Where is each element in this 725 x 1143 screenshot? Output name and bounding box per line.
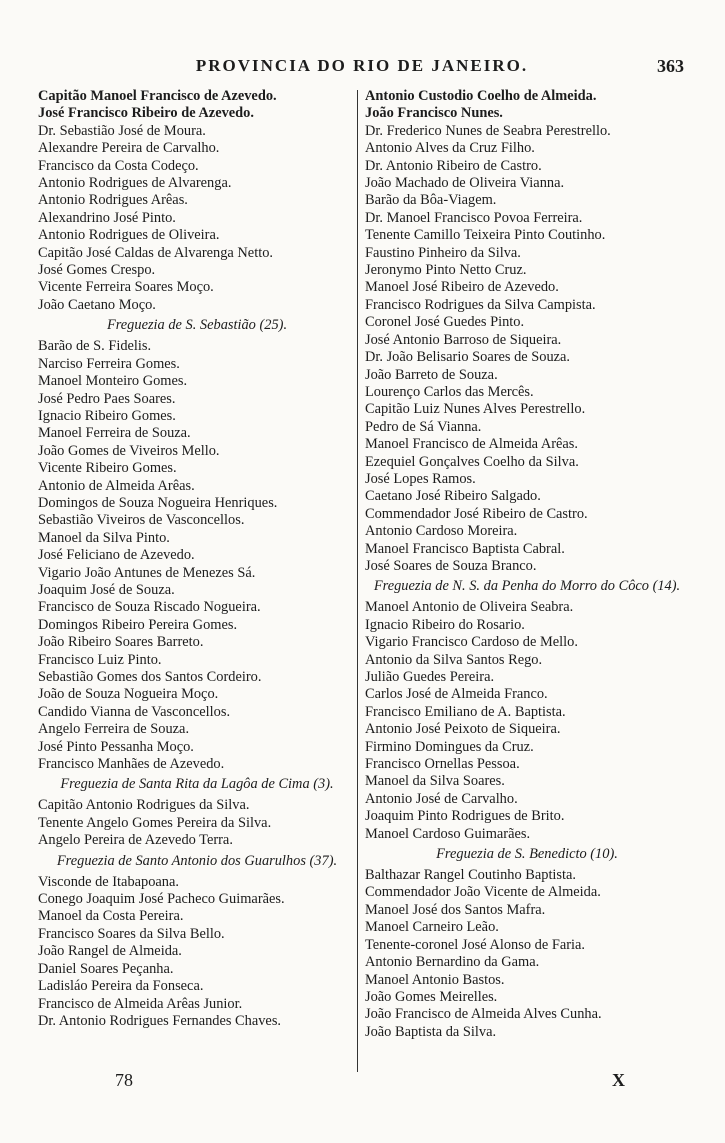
list-item: José Soares de Souza Branco.: [365, 557, 537, 574]
list-item: Dr. Antonio Rodrigues Fernandes Chaves.: [38, 1012, 282, 1029]
list-item: José Pinto Pessanha Moço.: [38, 738, 194, 755]
list-item: Angelo Pereira de Azevedo Terra.: [38, 832, 233, 849]
list-item: Ladisláo Pereira da Fonseca.: [38, 978, 204, 995]
column-divider: [357, 90, 358, 1072]
list-item: Vigario Francisco Cardoso de Mello.: [365, 634, 578, 651]
list-item: Dr. João Belisario Soares de Souza.: [365, 349, 571, 366]
parish-heading: Freguezia de N. S. da Penha do Morro do Côco (14).: [373, 578, 681, 595]
list-item: Antonio Cardoso Moreira.: [365, 523, 518, 540]
list-item: Antonio Custodio Coelho de Almeida.: [365, 88, 597, 104]
list-item: João Francisco Nunes.: [365, 105, 503, 122]
list-item: Capitão José Caldas de Alvarenga Netto.: [38, 244, 273, 261]
list-item: Manoel Carneiro Leão.: [365, 919, 499, 936]
list-item: José Pedro Paes Soares.: [38, 390, 176, 407]
list-item: Francisco Luiz Pinto.: [38, 651, 162, 668]
list-item: Carlos José de Almeida Franco.: [365, 686, 548, 703]
list-item: José Gomes Crespo.: [38, 262, 156, 279]
list-item: Capitão Luiz Nunes Alves Perestrello.: [365, 401, 586, 418]
list-item: Pedro de Sá Vianna.: [365, 418, 482, 435]
signature-mark: 78: [115, 1070, 133, 1090]
list-item: Alexandre Pereira de Carvalho.: [38, 140, 220, 157]
list-item: João Ribeiro Soares Barreto.: [38, 634, 204, 651]
list-item: Caetano José Ribeiro Salgado.: [365, 488, 541, 505]
name-list: [38, 88, 356, 314]
page-title: PROVINCIA DO RIO DE JANEIRO.: [195, 56, 529, 75]
list-item: João Gomes Meirelles.: [365, 988, 498, 1005]
list-item: Francisco da Costa Codeço.: [38, 157, 199, 174]
list-item: Antonio José de Carvalho.: [365, 790, 518, 807]
list-item: Vigario João Antunes de Menezes Sá.: [38, 564, 256, 581]
list-item: José Antonio Barroso de Siqueira.: [365, 331, 562, 348]
list-item: José Francisco Ribeiro de Azevedo.: [38, 105, 254, 122]
list-item: Sebastião Viveiros de Vasconcellos.: [38, 512, 245, 529]
list-item: Manoel Cardoso Guimarães.: [365, 825, 531, 842]
list-item: Ezequiel Gonçalves Coelho da Silva.: [365, 453, 579, 470]
list-item: Francisco Manhães de Azevedo.: [38, 756, 225, 773]
list-item: Joaquim José de Souza.: [38, 581, 175, 598]
list-item: Francisco Ornellas Pessoa.: [365, 756, 520, 773]
list-item: Capitão Antonio Rodrigues da Silva.: [38, 797, 250, 814]
parish-heading: Freguezia de S. Benedicto (10).: [436, 846, 618, 863]
list-item: Firmino Domingues da Cruz.: [365, 738, 534, 755]
list-item: Francisco de Souza Riscado Nogueira.: [38, 599, 261, 616]
list-item: Candido Vianna de Vasconcellos.: [38, 703, 231, 720]
list-item: Manoel da Silva Soares.: [365, 773, 505, 790]
list-item: Commendador João Vicente de Almeida.: [365, 884, 601, 901]
list-item: Domingos de Souza Nogueira Henriques.: [38, 494, 278, 511]
name-list: [365, 88, 689, 575]
list-item: Manoel Monteiro Gomes.: [38, 373, 188, 390]
list-item: Dr. Sebastião José de Moura.: [38, 122, 206, 139]
page-header: [40, 56, 684, 82]
list-item: Conego Joaquim José Pacheco Guimarães.: [38, 891, 285, 908]
list-item: Manoel da Silva Pinto.: [38, 529, 170, 546]
list-item: Francisco Emiliano de A. Baptista.: [365, 703, 566, 720]
list-item: Francisco de Almeida Arêas Junior.: [38, 995, 243, 1012]
list-item: Antonio Rodrigues de Oliveira.: [38, 227, 220, 244]
list-item: João Barreto de Souza.: [365, 366, 498, 383]
list-item: Barão da Bôa-Viagem.: [365, 192, 497, 209]
list-item: Manoel Francisco de Almeida Arêas.: [365, 436, 578, 453]
list-item: Antonio da Silva Santos Rego.: [365, 651, 543, 668]
list-item: Antonio Alves da Cruz Filho.: [365, 140, 535, 157]
list-item: Jeronymo Pinto Netto Cruz.: [365, 262, 527, 279]
list-item: Francisco Rodrigues da Silva Campista.: [365, 296, 596, 313]
list-item: João Gomes de Viveiros Mello.: [38, 442, 220, 459]
list-item: Tenente Angelo Gomes Pereira da Silva.: [38, 814, 272, 831]
name-list: [38, 874, 356, 1031]
list-item: Balthazar Rangel Coutinho Baptista.: [365, 867, 577, 884]
list-item: Antonio Bernardino da Gama.: [365, 954, 540, 971]
list-item: Antonio Rodrigues de Alvarenga.: [38, 175, 232, 192]
list-item: Ignacio Ribeiro Gomes.: [38, 407, 176, 424]
name-list: [38, 797, 356, 849]
list-item: Alexandrino José Pinto.: [38, 209, 176, 226]
list-item: Tenente Camillo Teixeira Pinto Coutinho.: [365, 227, 606, 244]
list-item: Manoel Antonio Bastos.: [365, 971, 505, 988]
list-item: Angelo Ferreira de Souza.: [38, 721, 190, 738]
list-item: Manoel José dos Santos Mafra.: [365, 901, 546, 918]
list-item: João Caetano Moço.: [38, 296, 156, 313]
list-item: Lourenço Carlos das Mercês.: [365, 383, 534, 400]
list-item: João Baptista da Silva.: [365, 1023, 497, 1040]
page-number: 363: [657, 56, 684, 76]
list-item: Vicente Ferreira Soares Moço.: [38, 279, 214, 296]
list-item: Antonio Rodrigues Arêas.: [38, 192, 188, 209]
parish-heading: Freguezia de S. Sebastião (25).: [106, 317, 288, 334]
list-item: Dr. Frederico Nunes de Seabra Perestrello.: [365, 122, 611, 139]
list-item: Joaquim Pinto Rodrigues de Brito.: [365, 808, 565, 825]
parish-heading: Freguezia de Santo Antonio dos Guarulhos (37).: [56, 852, 338, 869]
list-item: Manoel Francisco Baptista Cabral.: [365, 540, 565, 557]
list-item: João Machado de Oliveira Vianna.: [365, 175, 565, 192]
list-item: Ignacio Ribeiro do Rosario.: [365, 616, 525, 633]
list-item: Barão de S. Fidelis.: [38, 338, 152, 355]
list-item: Manoel Ferreira de Souza.: [38, 425, 191, 442]
list-item: Narciso Ferreira Gomes.: [38, 355, 180, 372]
name-list: [38, 338, 356, 773]
list-item: João Rangel de Almeida.: [38, 943, 182, 960]
name-list: [365, 867, 689, 1041]
list-item: Antonio de Almeida Arêas.: [38, 477, 195, 494]
gathering-mark: X: [612, 1070, 625, 1090]
list-item: Francisco Soares da Silva Bello.: [38, 925, 225, 942]
list-item: Domingos Ribeiro Pereira Gomes.: [38, 616, 238, 633]
list-item: João de Souza Nogueira Moço.: [38, 686, 219, 703]
list-item: Daniel Soares Peçanha.: [38, 960, 174, 977]
list-item: Commendador José Ribeiro de Castro.: [365, 505, 588, 522]
list-item: Tenente-coronel José Alonso de Faria.: [365, 936, 585, 953]
name-list: [365, 599, 689, 843]
list-item: Manoel José Ribeiro de Azevedo.: [365, 279, 559, 296]
list-item: José Feliciano de Azevedo.: [38, 547, 195, 564]
list-item: Faustino Pinheiro da Silva.: [365, 244, 521, 261]
right-column: [365, 88, 689, 1041]
list-item: Capitão Manoel Francisco de Azevedo.: [38, 88, 277, 104]
list-item: João Francisco de Almeida Alves Cunha.: [365, 1006, 602, 1023]
list-item: Manoel da Costa Pereira.: [38, 908, 184, 925]
list-item: Visconde de Itabapoana.: [38, 873, 179, 890]
list-item: José Lopes Ramos.: [365, 470, 476, 487]
list-item: Julião Guedes Pereira.: [365, 669, 495, 685]
list-item: Coronel José Guedes Pinto.: [365, 314, 525, 331]
list-item: Dr. Manoel Francisco Povoa Ferreira.: [365, 209, 583, 226]
left-column: [38, 88, 356, 1030]
list-item: Sebastião Gomes dos Santos Cordeiro.: [38, 669, 262, 685]
list-item: Dr. Antonio Ribeiro de Castro.: [365, 157, 542, 174]
list-item: Antonio José Peixoto de Siqueira.: [365, 721, 561, 738]
parish-heading: Freguezia de Santa Rita da Lagôa de Cima (3).: [60, 776, 334, 793]
list-item: Vicente Ribeiro Gomes.: [38, 460, 177, 477]
list-item: Manoel Antonio de Oliveira Seabra.: [365, 599, 574, 616]
